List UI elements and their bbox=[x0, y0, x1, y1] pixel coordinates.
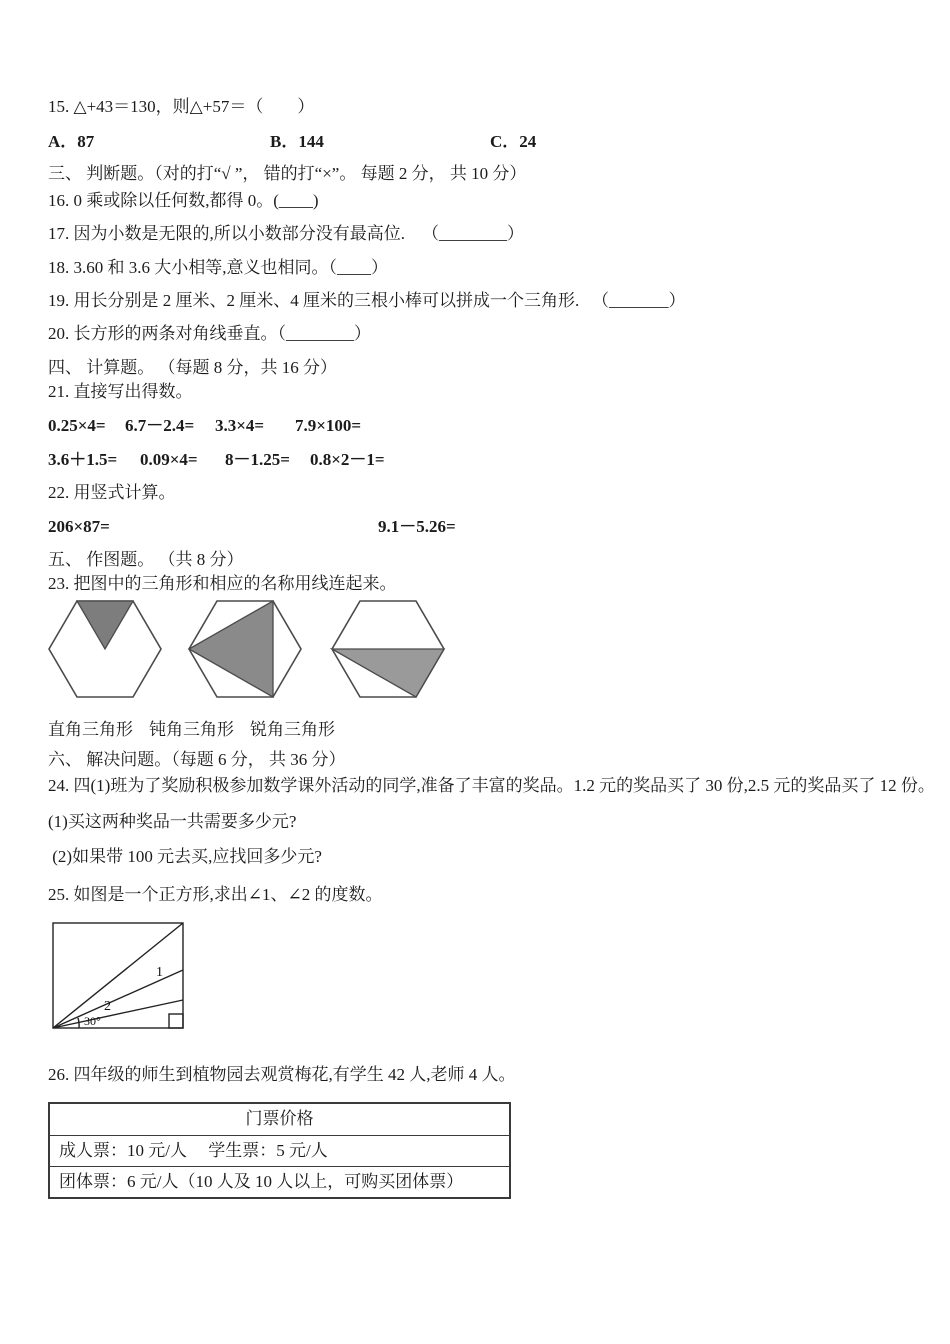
price-table-title: 门票价格 bbox=[245, 1109, 314, 1128]
q25-square-figure bbox=[48, 918, 248, 1036]
section-solve-header: 六、 解决问题。（每题 6 分， 共 36 分） bbox=[48, 750, 346, 769]
calc-item: 9.1－5.26= bbox=[378, 517, 456, 536]
calc-item: 0.25×4= bbox=[48, 416, 106, 435]
lower-ray bbox=[53, 1000, 183, 1028]
q15-option-a: A．87 bbox=[48, 132, 95, 151]
question-26: 26. 四年级的师生到植物园去观赏梅花,有学生 42 人,老师 4 人。 bbox=[48, 1065, 516, 1084]
question-17: 17. 因为小数是无限的,所以小数部分没有最高位. （________） bbox=[48, 224, 524, 243]
question-22: 22. 用竖式计算。 bbox=[48, 483, 176, 502]
calc-item: 206×87= bbox=[48, 517, 110, 536]
diagonal-line bbox=[53, 923, 183, 1028]
calc-item: 0.09×4= bbox=[140, 450, 198, 469]
q23-triangle-figures bbox=[48, 599, 448, 699]
section-calc-header: 四、 计算题。 （每题 8 分，共 16 分） bbox=[48, 358, 337, 377]
price-table-row-adult-student: 成人票：10 元/人 学生票：5 元/人 bbox=[50, 1135, 509, 1166]
question-23: 23. 把图中的三角形和相应的名称用线连起来。 bbox=[48, 574, 397, 593]
q21-calc-row-1 bbox=[48, 415, 946, 437]
section-judge-header: 三、 判断题。（对的打“√ ”， 错的打“×”。 每题 2 分， 共 10 分） bbox=[48, 164, 527, 183]
question-24-sub2: (2)如果带 100 元去买,应找回多少元? bbox=[48, 847, 322, 866]
q26-price-table bbox=[48, 1102, 511, 1199]
question-24-sub1: (1)买这两种奖品一共需要多少元? bbox=[48, 812, 297, 831]
angle-1-label: 1 bbox=[156, 965, 163, 980]
q15-option-b: B．144 bbox=[270, 132, 324, 151]
question-20: 20. 长方形的两条对角线垂直。（________） bbox=[48, 324, 371, 343]
hexagon-right-triangle-figure bbox=[189, 601, 301, 697]
middle-ray bbox=[53, 970, 183, 1028]
question-15: 15. △+43＝130，则△+57＝（ ） bbox=[48, 97, 315, 116]
triangle-name-acute: 锐角三角形 bbox=[250, 720, 335, 739]
q22-calc-row bbox=[48, 516, 946, 538]
calc-item: 3.6＋1.5= bbox=[48, 450, 118, 469]
question-24: 24. 四(1)班为了奖励积极参加数学课外活动的同学,准备了丰富的奖品。1.2 元的奖品买了 30 份,2.5 元的奖品买了 12 份。 bbox=[48, 776, 935, 795]
triangle-name-right: 直角三角形 bbox=[48, 720, 133, 739]
question-18: 18. 3.60 和 3.6 大小相等,意义也相同。（____） bbox=[48, 258, 388, 277]
price-table-row-group: 团体票：6 元/人（10 人及 10 人以上，可购买团体票） bbox=[50, 1166, 509, 1197]
hexagon-obtuse-triangle-figure bbox=[332, 601, 444, 697]
right-angle-marker bbox=[169, 1014, 183, 1028]
q15-option-c: C．24 bbox=[490, 132, 537, 151]
angle-30-label: 30° bbox=[84, 1014, 101, 1028]
triangle-name-obtuse: 钝角三角形 bbox=[149, 720, 234, 739]
calc-item: 8－1.25= bbox=[225, 450, 290, 469]
q23-triangle-names bbox=[48, 719, 946, 741]
question-16: 16. 0 乘或除以任何数,都得 0。(____) bbox=[48, 191, 319, 210]
angle-2-label: 2 bbox=[104, 999, 111, 1014]
q21-calc-row-2 bbox=[48, 449, 946, 471]
calc-item: 3.3×4= bbox=[215, 416, 265, 435]
calc-item: 7.9×100= bbox=[295, 416, 362, 435]
question-21: 21. 直接写出得数。 bbox=[48, 382, 193, 401]
question-19: 19. 用长分别是 2 厘米、2 厘米、4 厘米的三根小棒可以拼成一个三角形. （_______） bbox=[48, 291, 686, 310]
q15-options bbox=[48, 131, 946, 153]
calc-item: 0.8×2－1= bbox=[310, 450, 385, 469]
hexagon-acute-triangle-figure bbox=[49, 601, 161, 697]
calc-item: 6.7－2.4= bbox=[125, 416, 195, 435]
question-25: 25. 如图是一个正方形,求出∠1、∠2 的度数。 bbox=[48, 885, 383, 904]
section-draw-header: 五、 作图题。 （共 8 分） bbox=[48, 550, 244, 569]
